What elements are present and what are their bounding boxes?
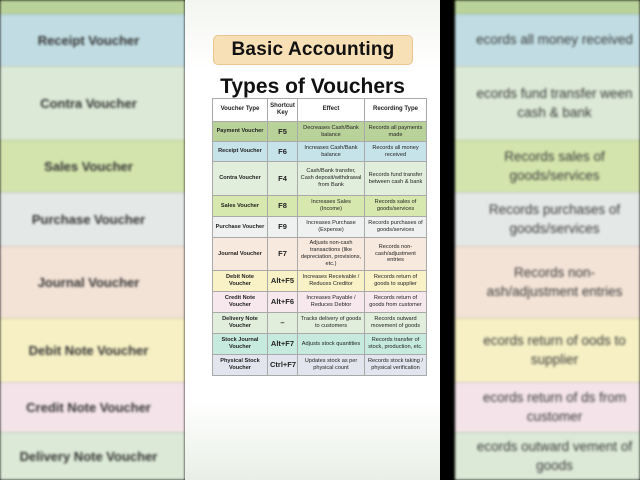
recording-type-cell: Records fund transfer between cash & bank — [365, 162, 427, 196]
bg-left-row: Credit Note Voucher — [0, 382, 185, 432]
voucher-type-cell: Payment Voucher — [213, 122, 268, 142]
voucher-type-cell: Journal Voucher — [213, 238, 268, 271]
recording-type-cell: Records return of goods from customer — [365, 292, 427, 313]
effect-cell: Increases Receivable / Reduces Creditor — [298, 271, 365, 292]
effect-cell: Increases Purchase (Expense) — [298, 217, 365, 238]
table-row — [213, 142, 427, 162]
effect-cell: Adjusts non-cash transactions (like depreciation, provisions, etc.) — [298, 238, 365, 271]
shortcut-key-cell: Alt+F7 — [268, 334, 298, 355]
bg-left-row: Purchase Voucher — [0, 192, 185, 246]
recording-type-cell: Records sales of goods/services — [365, 196, 427, 217]
bg-right-row: ecords outward vement of goods — [455, 432, 640, 480]
recording-type-cell: Records outward movement of goods — [365, 313, 427, 334]
table-row — [213, 238, 427, 271]
table-row — [213, 313, 427, 334]
bg-left-row: Delivery Note Voucher — [0, 432, 185, 480]
shortcut-key-cell: – — [268, 313, 298, 334]
bg-right-row: ecords return of ds from customer — [455, 382, 640, 432]
shortcut-key-cell: Alt+F5 — [268, 271, 298, 292]
table-row — [213, 217, 427, 238]
column-header-type: Voucher Type — [213, 99, 268, 122]
recording-type-cell: Records non-cash/adjustment entries — [365, 238, 427, 271]
effect-cell: Cash/Bank transfer, Cash deposit/withdrawal from Bank — [298, 162, 365, 196]
bg-left-row — [0, 0, 185, 14]
recording-type-cell: Records all payments made — [365, 122, 427, 142]
voucher-type-cell: Purchase Voucher — [213, 217, 268, 238]
voucher-type-cell: Contra Voucher — [213, 162, 268, 196]
shortcut-key-cell: F7 — [268, 238, 298, 271]
column-header-key: Shortcut Key — [268, 99, 298, 122]
voucher-type-cell: Stock Journal Voucher — [213, 334, 268, 355]
recording-type-cell: Records return of goods to supplier — [365, 271, 427, 292]
effect-cell: Increases Payable / Reduces Debtor — [298, 292, 365, 313]
page-subtitle: Types of Vouchers — [220, 75, 405, 98]
voucher-table — [212, 98, 427, 376]
bg-right-row: ecords return of oods to supplier — [455, 318, 640, 382]
bg-left-row: Debit Note Voucher — [0, 318, 185, 382]
voucher-type-cell: Sales Voucher — [213, 196, 268, 217]
voucher-type-cell: Delivery Note Voucher — [213, 313, 268, 334]
page-title: Basic Accounting — [231, 39, 395, 60]
shortcut-key-cell: Alt+F6 — [268, 292, 298, 313]
effect-cell: Decreases Cash/Bank balance — [298, 122, 365, 142]
background-left-panel — [0, 0, 185, 480]
bg-left-row: Sales Voucher — [0, 140, 185, 192]
table-row — [213, 355, 427, 376]
bg-right-row: ecords fund transfer ween cash & bank — [455, 66, 640, 140]
table-row — [213, 292, 427, 313]
voucher-type-cell: Debit Note Voucher — [213, 271, 268, 292]
table-row — [213, 334, 427, 355]
bg-left-row: Contra Voucher — [0, 66, 185, 140]
background-right-panel — [455, 0, 640, 480]
bg-right-row — [455, 0, 640, 14]
table-row — [213, 162, 427, 196]
recording-type-cell: Records transfer of stock, production, etc. — [365, 334, 427, 355]
shortcut-key-cell: F4 — [268, 162, 298, 196]
effect-cell: Tracks delivery of goods to customers — [298, 313, 365, 334]
bg-left-row: Journal Voucher — [0, 246, 185, 318]
recording-type-cell: Records stock taking / physical verification — [365, 355, 427, 376]
bg-right-row: ecords all money received — [455, 14, 640, 66]
table-header-row — [213, 99, 427, 122]
table-row — [213, 122, 427, 142]
table-row — [213, 271, 427, 292]
shortcut-key-cell: F9 — [268, 217, 298, 238]
bg-right-row: Records non- ash/adjustment entries — [455, 246, 640, 318]
bg-right-row: Records purchases of goods/services — [455, 192, 640, 246]
shortcut-key-cell: F6 — [268, 142, 298, 162]
column-header-effect: Effect — [298, 99, 365, 122]
bg-left-row: Receipt Voucher — [0, 14, 185, 66]
effect-cell: Updates stock as per physical count — [298, 355, 365, 376]
effect-cell: Increases Cash/Bank balance — [298, 142, 365, 162]
shortcut-key-cell: Ctrl+F7 — [268, 355, 298, 376]
voucher-card — [185, 0, 440, 480]
recording-type-cell: Records purchases of goods/services — [365, 217, 427, 238]
recording-type-cell: Records all money received — [365, 142, 427, 162]
effect-cell: Increases Sales (Income) — [298, 196, 365, 217]
table-row — [213, 196, 427, 217]
shortcut-key-cell: F8 — [268, 196, 298, 217]
voucher-type-cell: Credit Note Voucher — [213, 292, 268, 313]
shortcut-key-cell: F5 — [268, 122, 298, 142]
bg-right-row: Records sales of goods/services — [455, 140, 640, 192]
effect-cell: Adjusts stock quantities — [298, 334, 365, 355]
column-header-recording: Recording Type — [365, 99, 427, 122]
title-badge — [213, 35, 413, 65]
voucher-type-cell: Physical Stock Voucher — [213, 355, 268, 376]
voucher-type-cell: Receipt Voucher — [213, 142, 268, 162]
